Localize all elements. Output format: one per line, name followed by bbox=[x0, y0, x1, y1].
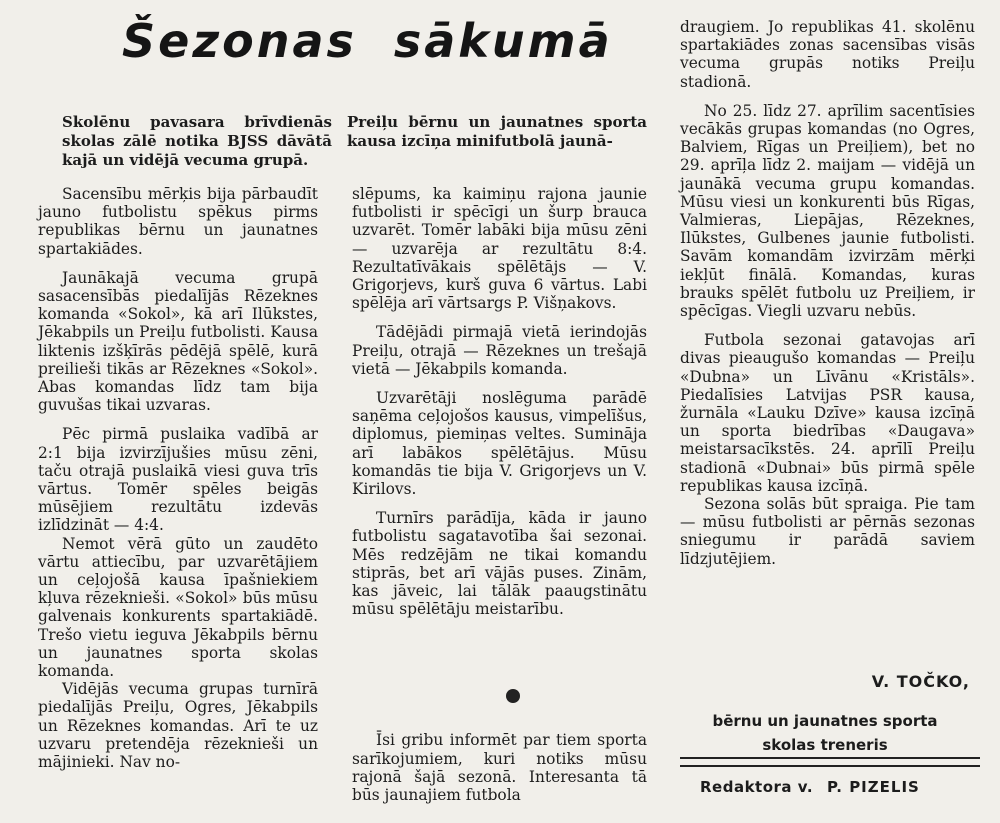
column-1 bbox=[38, 185, 318, 771]
col2-paragraph-4: Turnīrs parādīja, kāda ir jauno futbolistu sagatavotība šai sezonai. Mēs redzējām ne tikai komandu stiprās, bet arī vājās puses. Zinām, kas jāveic, lai tālāk paaugstinātu mūsu spēlētāju meistarību. bbox=[352, 509, 647, 619]
col3-paragraph-2: No 25. līdz 27. aprīlim sacentīsies vecākās grupas komandas (no Ogres, Balviem, Rīgas un Preiļiem), bet no 29. aprīļa līdz 2. maijam — vidējā un jaunākā vecuma grupu komandas. Mūsu viesi un konkurenti būs Rīgas, Valmieras, Liepājas, Rēzeknes, Ilūkstes, Gulbenes jaunie futbolisti. Savām komandām izvirzām mērķi iekļūt finālā. Komandas, kuras brauks spēlēt futbolu uz Preiļiem, ir spēcīgas. Viegli uzvaru nebūs. bbox=[680, 101, 975, 321]
col1-paragraph-1: Sacensību mērķis bija pārbaudīt jauno futbolistu spēkus pirms republikas bērnu un jaunatnes spartakiādes. bbox=[38, 185, 318, 258]
col2-paragraph-3: Uzvarētāji noslēguma parādē saņēma ceļojošos kausus, vimpelīšus, diplomus, piemiņas veltes. Sumināja arī labākos spēlētājus. Mūsu komandās tie bija V. Grigorjevs un V. Kirilovs. bbox=[352, 389, 647, 499]
section-ornament bbox=[506, 689, 520, 703]
column-2 bbox=[352, 185, 647, 618]
editor-label: Redaktora v. bbox=[700, 778, 814, 796]
signature-role-line-2: skolas treneris bbox=[762, 736, 888, 754]
col3-paragraph-4: Sezona solās būt spraiga. Pie tam — mūsu futbolisti ar pērnās sezonas sniegumu ir parādā saviem līdzjutējiem. bbox=[680, 495, 975, 568]
col1-paragraph-4: Nemot vērā gūto un zaudēto vārtu attiecību, par uzvarētājiem un ceļojošā kausa īpašniekiem kļuva rēzeknieši. «Sokol» būs mūsu galvenais konkurents spartakiādē. Trešo vietu ieguva Jēkabpils bērnu un jaunatnes sporta skolas komanda. bbox=[38, 534, 318, 681]
signature-role-line-1: bērnu un jaunatnes sporta bbox=[712, 712, 938, 730]
column-3 bbox=[680, 18, 975, 568]
footer-divider bbox=[680, 757, 980, 767]
lead-part-2: Preiļu bērnu un jaunatnes sporta kausa izcīņa minifutbolā jaunā- bbox=[347, 113, 647, 150]
col2-paragraph-1: slēpums, ka kaimiņu rajona jaunie futbolisti ir spēcīgi un šurp brauca uzvarēt. Tomēr labāki bija mūsu zēni — uzvarēja ar rezultātu 8:4. Rezultatīvākais spēlētājs — V. Grigorjevs, kurš guva 6 vārtus. Labi spēlēja arī vārtsargs P. Višņakovs. bbox=[352, 185, 647, 313]
col1-paragraph-5: Vidējās vecuma grupas turnīrā piedalījās Preiļu, Ogres, Jēkabpils un Rēzeknes komandas. Arī te uz uzvaru pretendēja rēzeknieši un mājinieki. Nav no- bbox=[38, 680, 318, 772]
editor-credit bbox=[700, 778, 920, 796]
signature-name: V. TOČKO, bbox=[871, 672, 970, 691]
col2-paragraph-5: Īsi gribu informēt par tiem sporta sarīkojumiem, kuri notiks mūsu rajonā šajā sezonā. Interesanta tā būs jaunajiem futbola bbox=[352, 731, 647, 804]
lead-part-1: Skolēnu pavasara brīvdienās skolas zālē notika BJSS dāvātā kajā un vidējā vecuma grupā. bbox=[62, 113, 332, 169]
col1-paragraph-2: Jaunākajā vecuma grupā sasacensībās piedalījās Rēzeknes komanda «Sokol», kā arī Ilūkstes, Jēkabpils un Preiļu futbolisti. Kausa liktenis izšķīrās pēdējā spēlē, kurā preilieši tikās ar Rēzeknes «Sokol». Abas komandas līdz tam bija guvušas tikai uzvaras. bbox=[38, 268, 318, 415]
col3-paragraph-1: draugiem. Jo republikas 41. skolēnu spartakiādes zonas sacensības visās vecuma grupās notiks Preiļu stadionā. bbox=[680, 18, 975, 91]
col3-paragraph-3: Futbola sezonai gatavojas arī divas pieaugušo komandas — Preiļu «Dubna» un Līvānu «Kristāls». Piedalīsies Latvijas PSR kausa, žurnāla «Lauku Dzīve» kausa izcīņā un sporta biedrības «Daugava» meistarsacīkstēs. 24. aprīlī Preiļu stadionā «Dubnai» būs pirmā spēle republikas kausa izcīņā. bbox=[680, 331, 975, 495]
col2-paragraph-2: Tādējādi pirmajā vietā ierindojās Preiļu, otrajā — Rēzeknes un trešajā vietā — Jēkabpils komanda. bbox=[352, 323, 647, 378]
editor-name: P. PIZELIS bbox=[827, 778, 920, 796]
article-title: Šezonas sākumā bbox=[122, 14, 613, 68]
col1-paragraph-3: Pēc pirmā puslaika vadībā ar 2:1 bija izvirzījušies mūsu zēni, taču otrajā puslaikā viesi guva trīs vārtus. Tomēr spēles beigās mūsējiem rezultātu izdevās izlīdzināt — 4:4. bbox=[38, 425, 318, 535]
